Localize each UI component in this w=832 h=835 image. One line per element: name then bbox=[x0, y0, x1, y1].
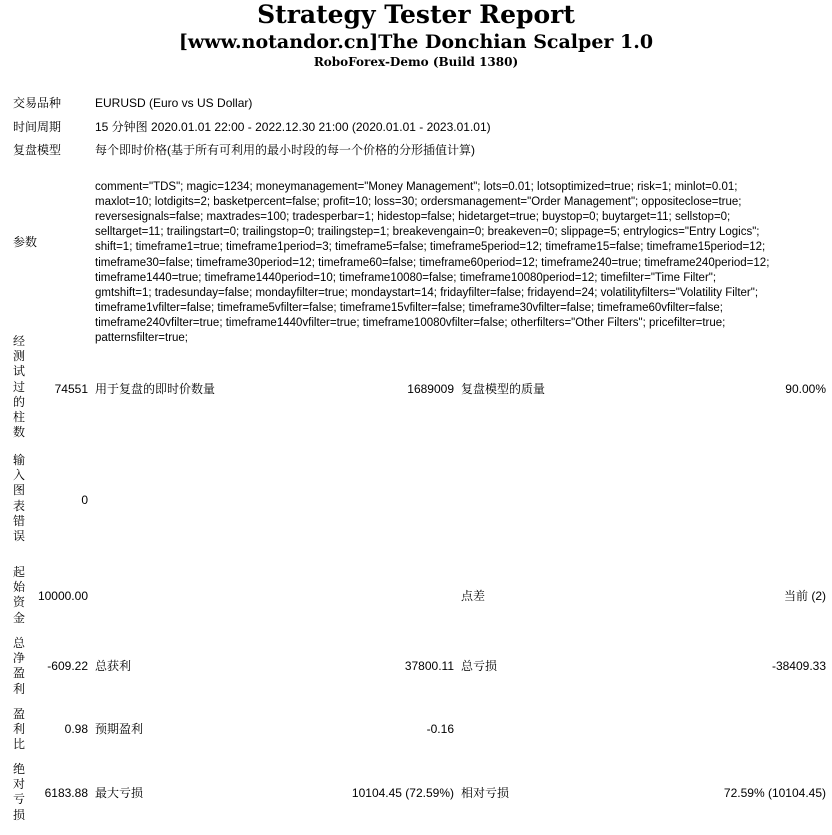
model-value: 每个即时价格(基于所有可利用的最小时段的每一个价格的分形插值计算) bbox=[95, 143, 475, 157]
params-line: patternsfilter=true; bbox=[95, 332, 189, 345]
params-line: timeframe1vfilter=false; timeframe5vfilter=false; timeframe15vfilter=false; timeframe30vfilter=false; timeframe60vfilter=false; bbox=[95, 301, 723, 314]
period-value: 15 分钟图 2020.01.01 22:00 - 2022.12.30 21:00 (2020.01.01 - 2023.01.01) bbox=[95, 120, 491, 134]
params-line: timeframe30=false; timeframe30period=12; timeframe60=false; timeframe60period=12; timeframe240=true; timeframe240period=12; bbox=[95, 256, 770, 269]
net-profit-value: -609.22 bbox=[47, 659, 88, 673]
params-line: maxlot=10; lotdigits=2; basketpercent=false; profit=10; loss=30; ordersmanagement="Order Management"; oppositeclose=true; bbox=[95, 196, 742, 209]
relative-drawdown-value: 72.59% (10104.45) bbox=[723, 786, 826, 800]
max-drawdown-value: 10104.45 (72.59%) bbox=[351, 786, 454, 800]
model-label: 复盘模型 bbox=[13, 143, 62, 157]
symbol-label: 交易品种 bbox=[13, 96, 62, 110]
spread-label: 点差 bbox=[461, 589, 486, 603]
spread-value: 当前 (2) bbox=[783, 589, 826, 603]
deposit-label: 起始资金 bbox=[13, 565, 26, 625]
params-value bbox=[95, 165, 830, 361]
params-label: 参数 bbox=[13, 235, 38, 249]
expected-payoff-label: 预期盈利 bbox=[95, 722, 144, 736]
deposit-value: 10000.00 bbox=[37, 589, 88, 603]
period-label: 时间周期 bbox=[13, 120, 62, 134]
expected-payoff-value: -0.16 bbox=[426, 722, 454, 736]
params-line: selltarget=11; trailingstart=0; trailingstop=0; trailingstep=1; breakevengain=0; breakeven=0; slippage=5; entrylogics="Entry Logics"; bbox=[95, 226, 760, 239]
gross-loss-value: -38409.33 bbox=[771, 659, 826, 673]
errors-value: 0 bbox=[81, 493, 88, 507]
max-drawdown-label: 最大亏损 bbox=[95, 786, 144, 800]
params-line: comment="TDS"; magic=1234; moneymanagement="Money Management"; lots=0.01; lotsoptimized=true; risk=1; minlot=0.01; bbox=[95, 181, 738, 194]
relative-drawdown-label: 相对亏损 bbox=[461, 786, 510, 800]
ticks-label: 用于复盘的即时价数量 bbox=[95, 382, 216, 396]
report-title: Strategy Tester Report bbox=[257, 0, 575, 29]
params-line: timeframe240vfilter=true; timeframe1440vfilter=true; timeframe10080vfilter=false; otherfilters="Other Filters"; pricefilter=true; bbox=[95, 316, 726, 329]
gross-profit-label: 总获利 bbox=[95, 659, 132, 673]
quality-value: 90.00% bbox=[785, 382, 826, 396]
net-profit-label: 总净盈利 bbox=[13, 636, 26, 696]
gross-loss-label: 总亏损 bbox=[461, 659, 498, 673]
profit-factor-label: 盈利比 bbox=[13, 707, 26, 752]
absolute-drawdown-label: 绝对亏损 bbox=[13, 762, 26, 822]
broker-build: RoboForex-Demo (Build 1380) bbox=[313, 55, 519, 69]
params-line: timeframe1440=true; timeframe1440period=10; timeframe10080=false; timeframe10080period=12; timefilter="Time Filter"; bbox=[95, 271, 717, 284]
params-line: shift=1; timeframe1=true; timeframe1period=3; timeframe5=false; timeframe5period=12; timeframe15=false; timeframe15period=12; bbox=[95, 241, 766, 254]
symbol-value: EURUSD (Euro vs US Dollar) bbox=[95, 96, 253, 110]
errors-label: 输入图表错误 bbox=[13, 453, 26, 544]
params-line: gmtshift=1; tradesunday=false; mondayfilter=true; mondaystart=14; fridayfilter=false; fridayend=24; volatilityfilters="Volatility Filter"; bbox=[95, 286, 759, 299]
gross-profit-value: 37800.11 bbox=[404, 659, 454, 673]
bars-label: 经测试过的柱数 bbox=[13, 334, 26, 440]
bars-value: 74551 bbox=[54, 382, 88, 396]
quality-label: 复盘模型的质量 bbox=[461, 382, 546, 396]
report-subtitle: [www.notandor.cn]The Donchian Scalper 1.0 bbox=[178, 31, 654, 53]
ticks-value: 1689009 bbox=[407, 382, 454, 396]
absolute-drawdown-value: 6183.88 bbox=[44, 786, 88, 800]
profit-factor-value: 0.98 bbox=[64, 722, 88, 736]
params-line: reversesignals=false; maxtrades=100; tradesperbar=1; hidestop=false; hidetarget=true; buystop=0; buytarget=11; sellstop=0; bbox=[95, 211, 731, 224]
